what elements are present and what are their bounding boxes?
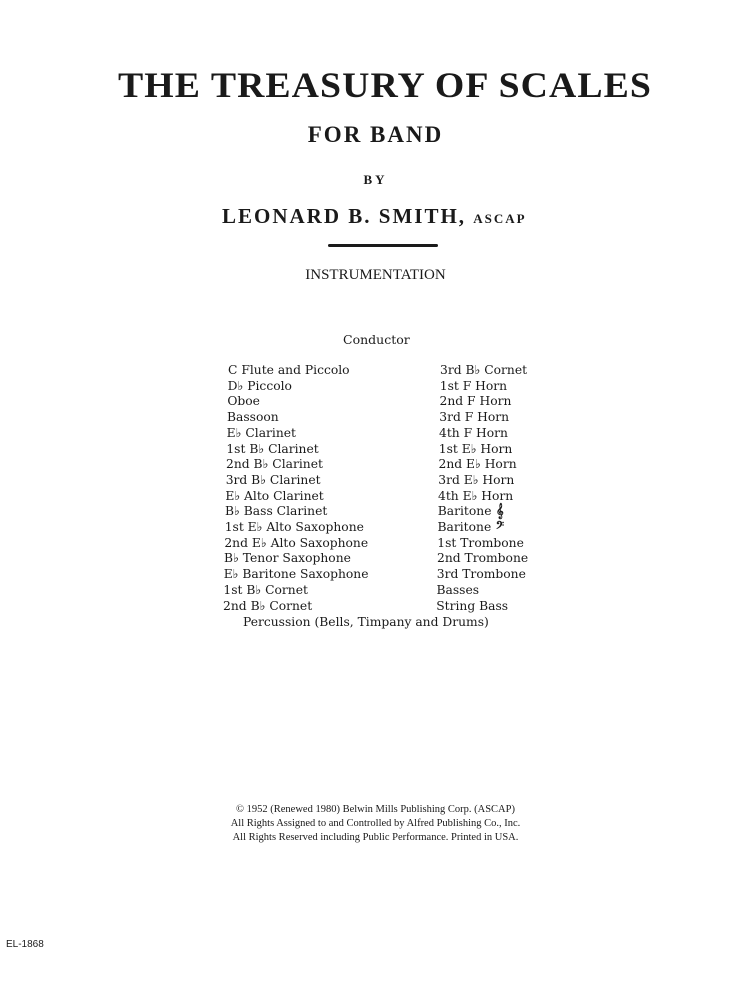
instrument-label: Basses	[436, 582, 480, 597]
instrument-label: 1st F Horn	[439, 378, 508, 393]
instrument-label: 3rd B♭ Cornet	[440, 363, 528, 377]
instrument-label: 2nd Trombone	[437, 551, 529, 566]
instrument-item: Oboe	[227, 394, 260, 409]
instrument-label: Baritone	[437, 504, 492, 519]
instrument-item	[437, 567, 526, 583]
copyright-line: © 1952 (Renewed 1980) Belwin Mills Publishing Corp. (ASCAP)	[236, 804, 515, 815]
instrument-item: 2nd B♭ Cornet	[223, 598, 313, 613]
copyright-line: All Rights Assigned to and Controlled by Alfred Publishing Co., Inc.	[230, 818, 521, 829]
instrument-item: E♭ Clarinet	[226, 425, 296, 440]
instrument-label: 1st Trombone	[437, 535, 524, 550]
subtitle: FOR BAND	[307, 122, 444, 147]
by-label: BY	[363, 172, 388, 187]
instrument-item	[437, 536, 524, 552]
bass-clef-icon: 𝄢	[491, 520, 505, 535]
instrument-item: 2nd B♭ Clarinet	[226, 457, 323, 472]
instrument-item	[437, 583, 480, 599]
instrument-item: D♭ Piccolo	[227, 378, 292, 393]
author	[222, 204, 527, 229]
instrument-item	[439, 442, 513, 458]
instrument-item: 1st B♭ Clarinet	[226, 441, 319, 456]
instrument-item: 1st E♭ Alto Saxophone	[224, 520, 364, 534]
instrument-item: E♭ Alto Clarinet	[225, 488, 324, 503]
instrument-item: B♭ Bass Clarinet	[225, 504, 328, 519]
instrument-item	[439, 426, 508, 442]
instrument-label: 3rd F Horn	[439, 410, 510, 425]
treble-clef-icon: 𝄞	[491, 504, 504, 520]
conductor-label: Conductor	[343, 332, 410, 347]
catalog-code: EL-1868	[6, 939, 44, 950]
divider	[328, 244, 438, 247]
instrument-item	[438, 489, 513, 505]
section-heading: INSTRUMENTATION	[305, 267, 446, 283]
instrument-label: 3rd E♭ Horn	[438, 472, 515, 487]
instrument-item: B♭ Tenor Saxophone	[224, 551, 351, 566]
author-affiliation: ASCAP	[473, 211, 527, 226]
instrument-item	[439, 457, 517, 473]
instrument-label: 3rd Trombone	[436, 567, 526, 582]
instrument-item	[440, 363, 527, 379]
instrument-item	[438, 504, 504, 520]
instrument-item	[438, 520, 505, 536]
instrument-item: Bassoon	[227, 410, 279, 425]
instrument-label: 4th E♭ Horn	[438, 488, 514, 503]
title: THE TREASURY OF SCALES	[118, 65, 652, 105]
instrument-label: String Bass	[436, 598, 509, 613]
instrument-item: 1st B♭ Cornet	[223, 582, 308, 597]
instrument-label: 1st E♭ Horn	[438, 441, 513, 456]
instrument-label: 4th F Horn	[439, 425, 508, 440]
author-name: LEONARD B. SMITH,	[222, 204, 467, 228]
instrument-item: 2nd E♭ Alto Saxophone	[224, 535, 369, 550]
percussion-label: Percussion (Bells, Timpany and Drums)	[243, 615, 489, 629]
instrument-item: E♭ Baritone Saxophone	[223, 567, 369, 582]
instrument-item	[439, 410, 509, 426]
instrument-item	[440, 379, 507, 395]
instrument-item: C Flute and Piccolo	[228, 363, 350, 377]
instrument-item	[436, 599, 508, 615]
copyright-line: All Rights Reserved including Public Performance. Printed in USA.	[232, 832, 519, 843]
instrument-item	[438, 473, 514, 489]
instrument-item	[437, 551, 528, 567]
instrument-label: Baritone	[437, 520, 492, 534]
instrument-label: 2nd F Horn	[439, 394, 512, 409]
instrument-item: 3rd B♭ Clarinet	[225, 472, 321, 487]
instrument-item	[440, 394, 512, 410]
instrument-label: 2nd E♭ Horn	[438, 457, 517, 472]
